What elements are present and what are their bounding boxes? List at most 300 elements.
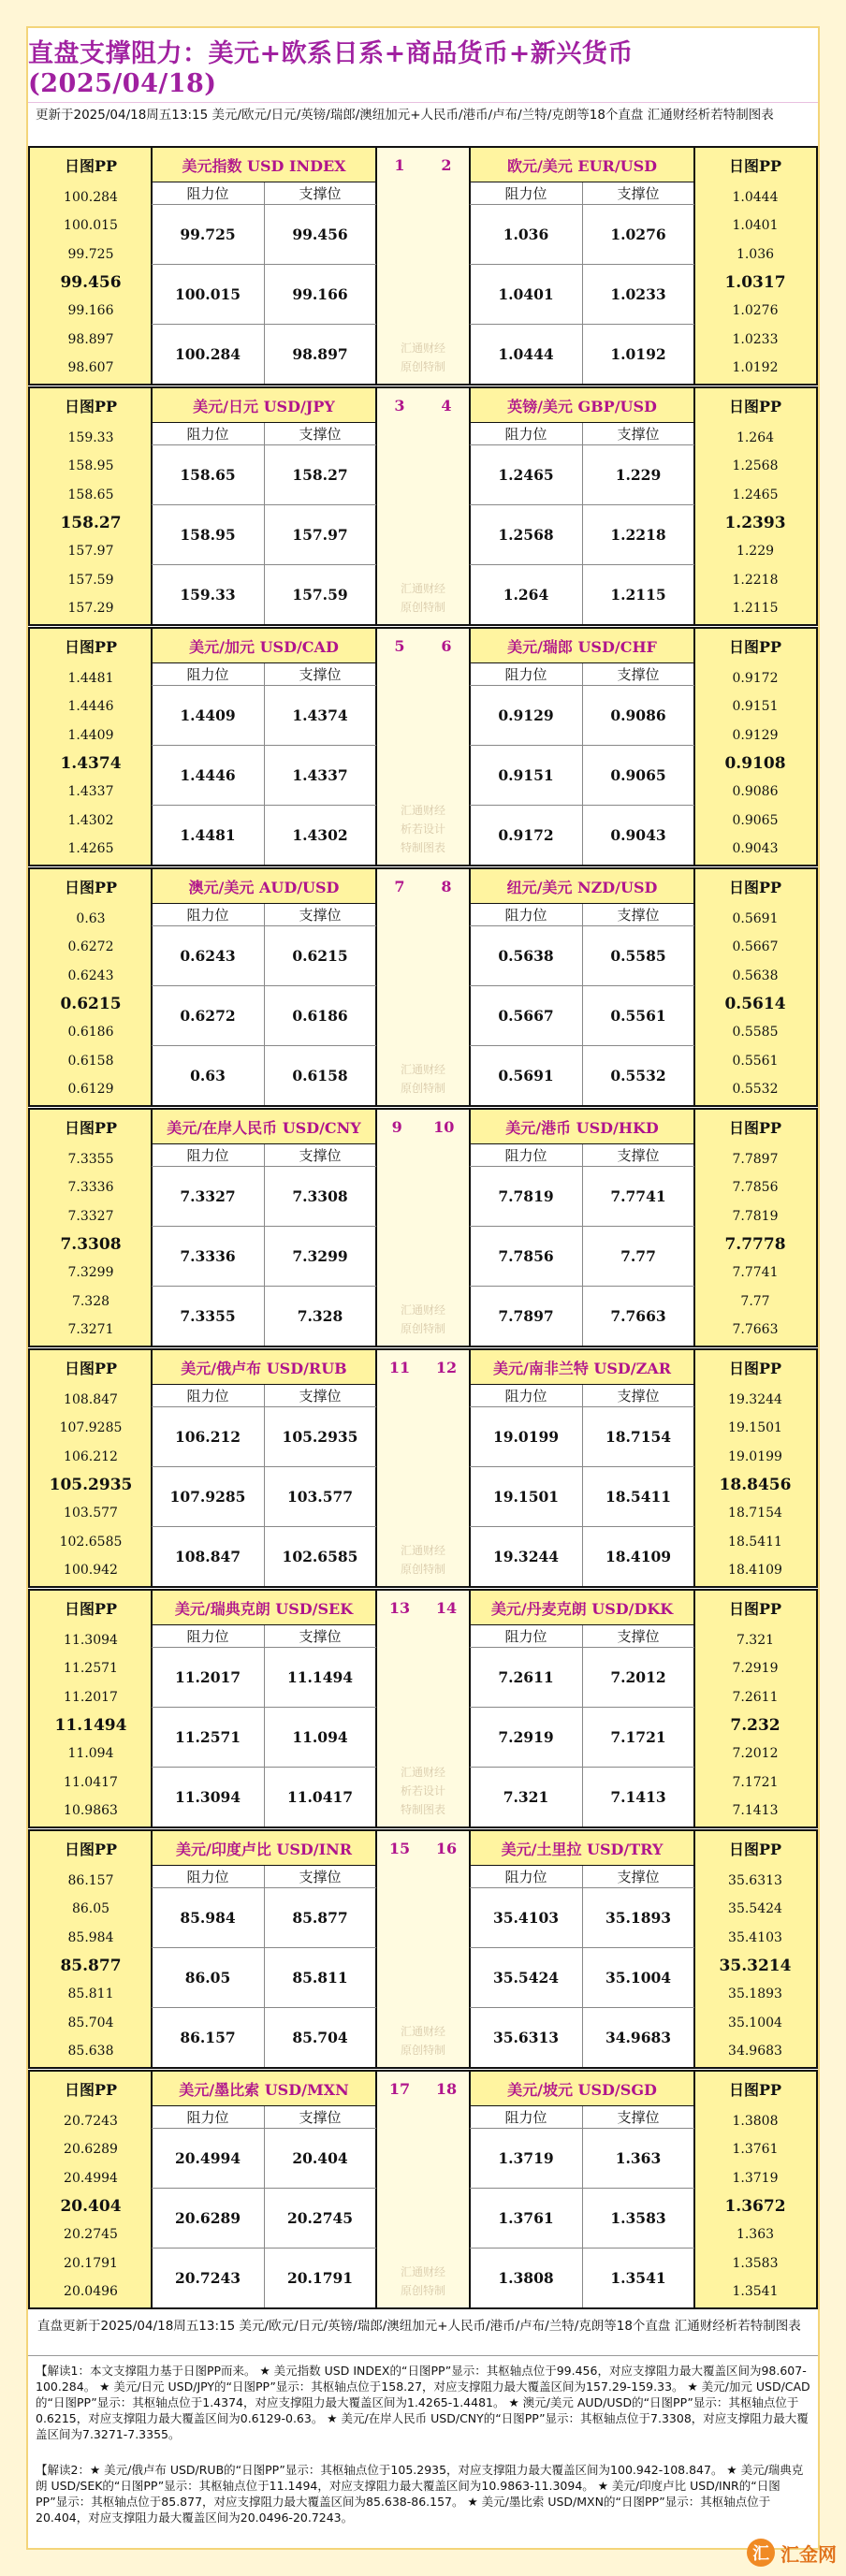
grid-line [152, 1767, 376, 1768]
resistance-value: 1.3719 [498, 2148, 554, 2167]
pp-level-value: 0.6129 [67, 1081, 114, 1097]
pp-level-value: 20.1791 [64, 2255, 118, 2271]
support-header: 支撑位 [617, 1387, 660, 1404]
support-value: 18.7154 [605, 1427, 672, 1446]
pp-level-value: 108.847 [64, 1392, 118, 1408]
grid-line [470, 422, 694, 423]
pp-level-value: 0.9043 [732, 840, 779, 856]
pp-level-value: 18.7154 [728, 1506, 782, 1521]
grid-line [469, 1831, 471, 2067]
grid-line [469, 869, 471, 1105]
grid-line [470, 685, 694, 686]
grid-line [152, 1707, 376, 1708]
resistance-header: 阻力位 [504, 425, 547, 443]
support-value: 1.3541 [610, 2268, 666, 2287]
pp-level-value: 11.3094 [64, 1633, 118, 1649]
support-value: 7.328 [297, 1306, 343, 1325]
grid-line [693, 1110, 695, 1346]
resistance-value: 100.284 [174, 344, 241, 363]
resistance-header: 阻力位 [504, 1387, 547, 1404]
grid-line [264, 1384, 265, 1586]
support-header: 支撑位 [299, 665, 342, 683]
pp-level-value: 0.6186 [67, 1025, 114, 1041]
resistance-header: 阻力位 [186, 665, 229, 683]
pair-name: 美元/俄卢布 USD/RUB [181, 1359, 347, 1377]
grid-line [152, 1526, 376, 1527]
pp-level-value: 1.2115 [732, 600, 779, 616]
pp-level-value: 1.3719 [732, 2170, 779, 2186]
grid-line [151, 2072, 153, 2307]
support-value: 0.9065 [610, 765, 666, 784]
grid-line [582, 2105, 583, 2307]
pair-number: 3 [394, 396, 405, 415]
grid-line [152, 1466, 376, 1467]
pp-level-value: 7.3336 [67, 1180, 114, 1196]
pair-name: 美元/土里拉 USD/TRY [501, 1840, 664, 1858]
grid-line [152, 662, 376, 663]
pivot-point-value: 7.232 [730, 1715, 780, 1735]
watermark-line: 汇通财经 [400, 2265, 445, 2278]
pivot-point-value: 1.3672 [724, 2196, 786, 2216]
grid-line [693, 2072, 695, 2307]
grid-line [152, 1406, 376, 1407]
grid-line [151, 1831, 153, 2067]
resistance-value: 0.5691 [498, 1066, 554, 1084]
grid-line [470, 2128, 694, 2129]
grid-line [375, 2072, 377, 2307]
pair-number: 9 [391, 1117, 402, 1136]
pp-level-value: 7.328 [71, 1293, 110, 1309]
support-value: 20.2745 [286, 2208, 354, 2227]
grid-line [469, 629, 471, 865]
resistance-value: 11.2571 [174, 1727, 241, 1746]
grid-line [470, 2188, 694, 2189]
pp-level-value: 157.97 [67, 544, 114, 560]
grid-line [470, 745, 694, 746]
grid-line [693, 869, 695, 1105]
pp-level-value: 0.5667 [732, 939, 779, 955]
resistance-value: 158.95 [180, 525, 236, 544]
grid-line [152, 444, 376, 445]
pair-block [28, 1829, 818, 2069]
grid-line [693, 148, 695, 384]
pair-name: 美元/丹麦克朗 USD/DKK [490, 1599, 674, 1618]
pair-number: 18 [435, 2079, 458, 2098]
support-header: 支撑位 [299, 2108, 342, 2126]
pp-level-value: 7.3355 [67, 1152, 114, 1168]
pp-level-value: 0.6158 [67, 1053, 114, 1069]
support-value: 7.77 [620, 1246, 656, 1265]
pair-numbers [376, 629, 470, 662]
pp-header: 日图PP [64, 156, 118, 175]
support-value: 157.97 [292, 525, 348, 544]
watermark-line: 汇通财经 [400, 582, 445, 595]
pp-level-value: 1.0401 [732, 218, 779, 234]
grid-line [264, 662, 265, 865]
pivot-point-value: 11.1494 [54, 1715, 127, 1735]
pair-numbers [376, 2072, 470, 2105]
grid-line [582, 1143, 583, 1346]
pivot-point-value: 18.8456 [719, 1475, 792, 1494]
resistance-value: 7.2919 [498, 1727, 554, 1746]
pp-header: 日图PP [728, 1359, 782, 1377]
resistance-value: 85.984 [180, 1908, 236, 1927]
support-value: 0.6215 [292, 946, 348, 965]
grid-line [152, 2105, 376, 2106]
pair-numbers [376, 1110, 470, 1143]
support-value: 1.2115 [610, 585, 666, 604]
grid-line [152, 1045, 376, 1046]
resistance-value: 7.7897 [498, 1306, 554, 1325]
grid-line [582, 182, 583, 384]
grid-line [470, 985, 694, 986]
grid-line [152, 504, 376, 505]
resistance-value: 7.321 [503, 1787, 549, 1806]
grid-line [264, 1865, 265, 2067]
grid-line [152, 1384, 376, 1385]
grid-line [470, 1526, 694, 1527]
pp-level-value: 1.3583 [732, 2255, 779, 2271]
pp-level-value: 7.7897 [732, 1152, 779, 1168]
pp-level-value: 1.4265 [67, 840, 114, 856]
grid-line [693, 1831, 695, 2067]
resistance-value: 11.2017 [174, 1667, 241, 1686]
pair-block [28, 1108, 818, 1347]
pair-number: 10 [433, 1117, 455, 1136]
resistance-value: 0.9129 [498, 706, 554, 724]
pp-values [694, 905, 816, 1103]
pivot-point-value: 0.5614 [724, 994, 786, 1013]
support-value: 1.0276 [610, 225, 666, 243]
grid-line [152, 1166, 376, 1167]
pp-level-value: 1.0444 [732, 190, 779, 206]
support-value: 1.363 [615, 2148, 662, 2167]
resistance-header: 阻力位 [504, 2108, 547, 2126]
pp-level-value: 0.6243 [67, 968, 114, 983]
resistance-value: 1.3761 [498, 2208, 554, 2227]
pair-name: 美元/瑞郎 USD/CHF [507, 637, 657, 656]
pp-values [30, 1386, 152, 1584]
support-header: 支撑位 [299, 1627, 342, 1645]
pp-level-value: 20.7243 [64, 2114, 118, 2130]
pp-values [30, 183, 152, 382]
resistance-value: 1.4409 [180, 706, 236, 724]
resistance-header: 阻力位 [504, 906, 547, 924]
pair-block [28, 146, 818, 386]
support-value: 85.704 [292, 2028, 348, 2046]
pp-level-value: 35.4103 [728, 1929, 782, 1945]
pp-values [30, 905, 152, 1103]
pp-level-value: 85.811 [67, 1987, 114, 2002]
grid-line [151, 1350, 153, 1586]
pp-level-value: 1.0192 [732, 359, 779, 375]
pp-level-value: 103.577 [64, 1506, 118, 1521]
pp-level-value: 18.4109 [728, 1562, 782, 1578]
pp-level-value: 102.6585 [59, 1534, 123, 1550]
grid-line [152, 685, 376, 686]
grid-line [152, 903, 376, 904]
watermark-line: 汇通财经 [400, 804, 445, 817]
pair-number: 6 [441, 636, 452, 655]
watermark-line: 汇通财经 [400, 1303, 445, 1317]
pp-level-value: 19.0199 [728, 1448, 782, 1464]
resistance-value: 1.4481 [180, 825, 236, 844]
grid-line [470, 1045, 694, 1046]
pair-number: 12 [435, 1358, 458, 1376]
watermark [376, 2022, 470, 2059]
pp-level-value: 1.3761 [732, 2142, 779, 2158]
resistance-value: 19.1501 [492, 1487, 560, 1506]
pp-header: 日图PP [728, 1118, 782, 1137]
grid-line [470, 1647, 694, 1648]
pp-level-value: 157.59 [67, 572, 114, 588]
grid-line [152, 564, 376, 565]
pair-number: 5 [394, 636, 405, 655]
grid-line [152, 925, 376, 926]
grid-line [152, 985, 376, 986]
pp-values [694, 183, 816, 382]
grid-line [470, 264, 694, 265]
support-value: 85.877 [292, 1908, 348, 1927]
pp-level-value: 99.166 [67, 303, 114, 319]
pp-values [30, 424, 152, 622]
pair-number: 16 [435, 1839, 458, 1857]
pp-level-value: 0.5585 [732, 1025, 779, 1041]
pp-level-value: 0.9151 [732, 699, 779, 715]
pair-numbers [376, 869, 470, 903]
pair-block [28, 867, 818, 1107]
pp-level-value: 1.4446 [67, 699, 114, 715]
watermark-line: 原创特制 [400, 1082, 445, 1095]
resistance-value: 100.015 [174, 284, 241, 303]
pair-name: 美元/南非兰特 USD/ZAR [492, 1359, 672, 1377]
pp-header: 日图PP [728, 1599, 782, 1618]
grid-line [152, 324, 376, 325]
grid-line [470, 1406, 694, 1407]
pp-level-value: 7.1721 [732, 1774, 779, 1790]
support-value: 34.9683 [605, 2028, 672, 2046]
grid-line [470, 2105, 694, 2106]
pp-level-value: 11.2571 [64, 1661, 118, 1677]
pair-numbers [376, 388, 470, 422]
pp-level-value: 1.3808 [732, 2114, 779, 2130]
pair-block [28, 386, 818, 626]
pp-values [694, 1386, 816, 1584]
resistance-value: 1.036 [503, 225, 549, 243]
pp-level-value: 158.95 [67, 458, 114, 474]
pp-level-value: 35.1004 [728, 2015, 782, 2030]
grid-line [582, 1865, 583, 2067]
resistance-value: 86.157 [180, 2028, 236, 2046]
grid-line [152, 1143, 376, 1144]
support-value: 1.0233 [610, 284, 666, 303]
watermark-line: 原创特制 [400, 1563, 445, 1576]
resistance-value: 7.2611 [498, 1667, 554, 1686]
resistance-value: 1.0401 [498, 284, 554, 303]
grid-line [151, 388, 153, 624]
watermark [376, 801, 470, 857]
support-value: 99.166 [292, 284, 348, 303]
grid-line [375, 148, 377, 384]
resistance-value: 0.9172 [498, 825, 554, 844]
resistance-value: 7.3355 [180, 1306, 236, 1325]
support-header: 支撑位 [299, 184, 342, 202]
pp-header: 日图PP [64, 1359, 118, 1377]
support-value: 11.0417 [286, 1787, 354, 1806]
site-logo [747, 2539, 837, 2567]
pp-level-value: 7.2611 [732, 1689, 779, 1705]
resistance-value: 7.3327 [180, 1186, 236, 1205]
resistance-value: 1.0444 [498, 344, 554, 363]
grid-line [152, 2007, 376, 2008]
watermark [376, 1060, 470, 1098]
resistance-value: 7.7819 [498, 1186, 554, 1205]
grid-line [375, 869, 377, 1105]
pp-header: 日图PP [64, 2080, 118, 2099]
resistance-value: 7.7856 [498, 1246, 554, 1265]
pp-level-value: 158.65 [67, 487, 114, 502]
support-header: 支撑位 [299, 425, 342, 443]
pp-level-value: 7.7741 [732, 1265, 779, 1281]
pair-number: 4 [441, 396, 452, 415]
grid-line [470, 903, 694, 904]
resistance-value: 1.2568 [498, 525, 554, 544]
support-value: 18.5411 [605, 1487, 672, 1506]
pp-level-value: 86.05 [71, 1901, 110, 1917]
watermark-line: 原创特制 [400, 2044, 445, 2057]
pp-level-value: 1.0276 [732, 303, 779, 319]
grid-line [582, 662, 583, 865]
pp-header: 日图PP [64, 397, 118, 415]
pair-name: 美元/墨比索 USD/MXN [179, 2080, 349, 2099]
grid-line [470, 1166, 694, 1167]
pair-number: 14 [435, 1598, 458, 1617]
pp-values [30, 2107, 152, 2306]
grid-line [470, 1226, 694, 1227]
pair-name: 美元/瑞典克朗 USD/SEK [174, 1599, 354, 1618]
resistance-header: 阻力位 [504, 665, 547, 683]
support-header: 支撑位 [299, 1868, 342, 1885]
grid-line [152, 1865, 376, 1866]
resistance-header: 阻力位 [186, 2108, 229, 2126]
pp-level-value: 7.7856 [732, 1180, 779, 1196]
support-value: 1.4374 [292, 706, 348, 724]
support-value: 11.094 [292, 1727, 348, 1746]
pp-level-value: 0.6272 [67, 939, 114, 955]
resistance-value: 1.4446 [180, 765, 236, 784]
grid-line [693, 388, 695, 624]
resistance-value: 1.2465 [498, 465, 554, 484]
support-value: 7.1413 [610, 1787, 666, 1806]
support-value: 0.5561 [610, 1006, 666, 1025]
grid-line [470, 1707, 694, 1708]
pp-level-value: 7.3299 [67, 1265, 114, 1281]
logo-icon: 汇 [747, 2539, 775, 2567]
pp-level-value: 7.7819 [732, 1208, 779, 1224]
grid-line [151, 1110, 153, 1346]
pp-level-value: 20.2745 [64, 2227, 118, 2243]
grid-line [264, 903, 265, 1105]
support-value: 0.5585 [610, 946, 666, 965]
pivot-point-value: 0.6215 [60, 994, 122, 1013]
resistance-value: 7.3336 [180, 1246, 236, 1265]
pair-numbers [376, 1350, 470, 1384]
grid-line [264, 1624, 265, 1826]
resistance-value: 0.6272 [180, 1006, 236, 1025]
grid-line [152, 1226, 376, 1227]
pp-level-value: 0.5561 [732, 1053, 779, 1069]
pair-numbers [376, 1831, 470, 1865]
pair-name: 美元/坡元 USD/SGD [507, 2080, 657, 2099]
pp-values [694, 2107, 816, 2306]
pair-name: 美元/印度卢比 USD/INR [175, 1840, 353, 1858]
grid-line [470, 1286, 694, 1287]
resistance-value: 35.4103 [492, 1908, 560, 1927]
watermark [376, 1301, 470, 1338]
watermark-line: 汇通财经 [400, 2025, 445, 2038]
pair-name: 美元/在岸人民币 USD/CNY [167, 1118, 361, 1137]
pp-level-value: 159.33 [67, 430, 114, 446]
pair-numbers [376, 1591, 470, 1624]
grid-line [152, 264, 376, 265]
pp-level-value: 157.29 [67, 600, 114, 616]
resistance-value: 1.264 [503, 585, 549, 604]
resistance-value: 86.05 [184, 1968, 231, 1987]
watermark [376, 1541, 470, 1579]
grid-line [469, 1110, 471, 1346]
pair-block [28, 1589, 818, 1828]
support-value: 11.1494 [286, 1667, 354, 1686]
support-header: 支撑位 [617, 1146, 660, 1164]
watermark-line: 析若设计 [400, 1784, 445, 1797]
resistance-value: 0.5638 [498, 946, 554, 965]
pp-level-value: 1.4481 [67, 671, 114, 687]
pair-number: 11 [388, 1358, 411, 1376]
grid-line [470, 1384, 694, 1385]
grid-line [470, 1887, 694, 1888]
support-header: 支撑位 [617, 906, 660, 924]
pp-level-value: 1.3541 [732, 2283, 779, 2299]
pair-number: 1 [394, 155, 405, 174]
pp-values [30, 1867, 152, 2065]
pp-level-value: 35.1893 [728, 1987, 782, 2002]
support-header: 支撑位 [617, 665, 660, 683]
pp-level-value: 85.638 [67, 2043, 114, 2059]
pair-number: 17 [388, 2079, 411, 2098]
grid-line [151, 629, 153, 865]
pp-values [30, 1626, 152, 1825]
resistance-value: 0.6243 [180, 946, 236, 965]
pair-name: 纽元/美元 NZD/USD [506, 878, 658, 896]
grid-line [375, 1350, 377, 1586]
pivot-point-value: 7.3308 [60, 1234, 122, 1254]
pp-level-value: 1.229 [736, 544, 775, 560]
grid-line [264, 182, 265, 384]
pp-level-value: 1.036 [736, 246, 775, 262]
pp-level-value: 0.63 [76, 911, 106, 927]
support-value: 0.6186 [292, 1006, 348, 1025]
pp-level-value: 1.4302 [67, 812, 114, 828]
watermark [376, 1763, 470, 1819]
pp-level-value: 0.9172 [732, 671, 779, 687]
pair-name: 美元指数 USD INDEX [182, 156, 346, 175]
resistance-value: 19.0199 [492, 1427, 560, 1446]
pivot-point-value: 99.456 [60, 272, 122, 292]
support-value: 7.3308 [292, 1186, 348, 1205]
pp-level-value: 1.363 [736, 2227, 775, 2243]
resistance-value: 0.5667 [498, 1006, 554, 1025]
grid-line [152, 1286, 376, 1287]
